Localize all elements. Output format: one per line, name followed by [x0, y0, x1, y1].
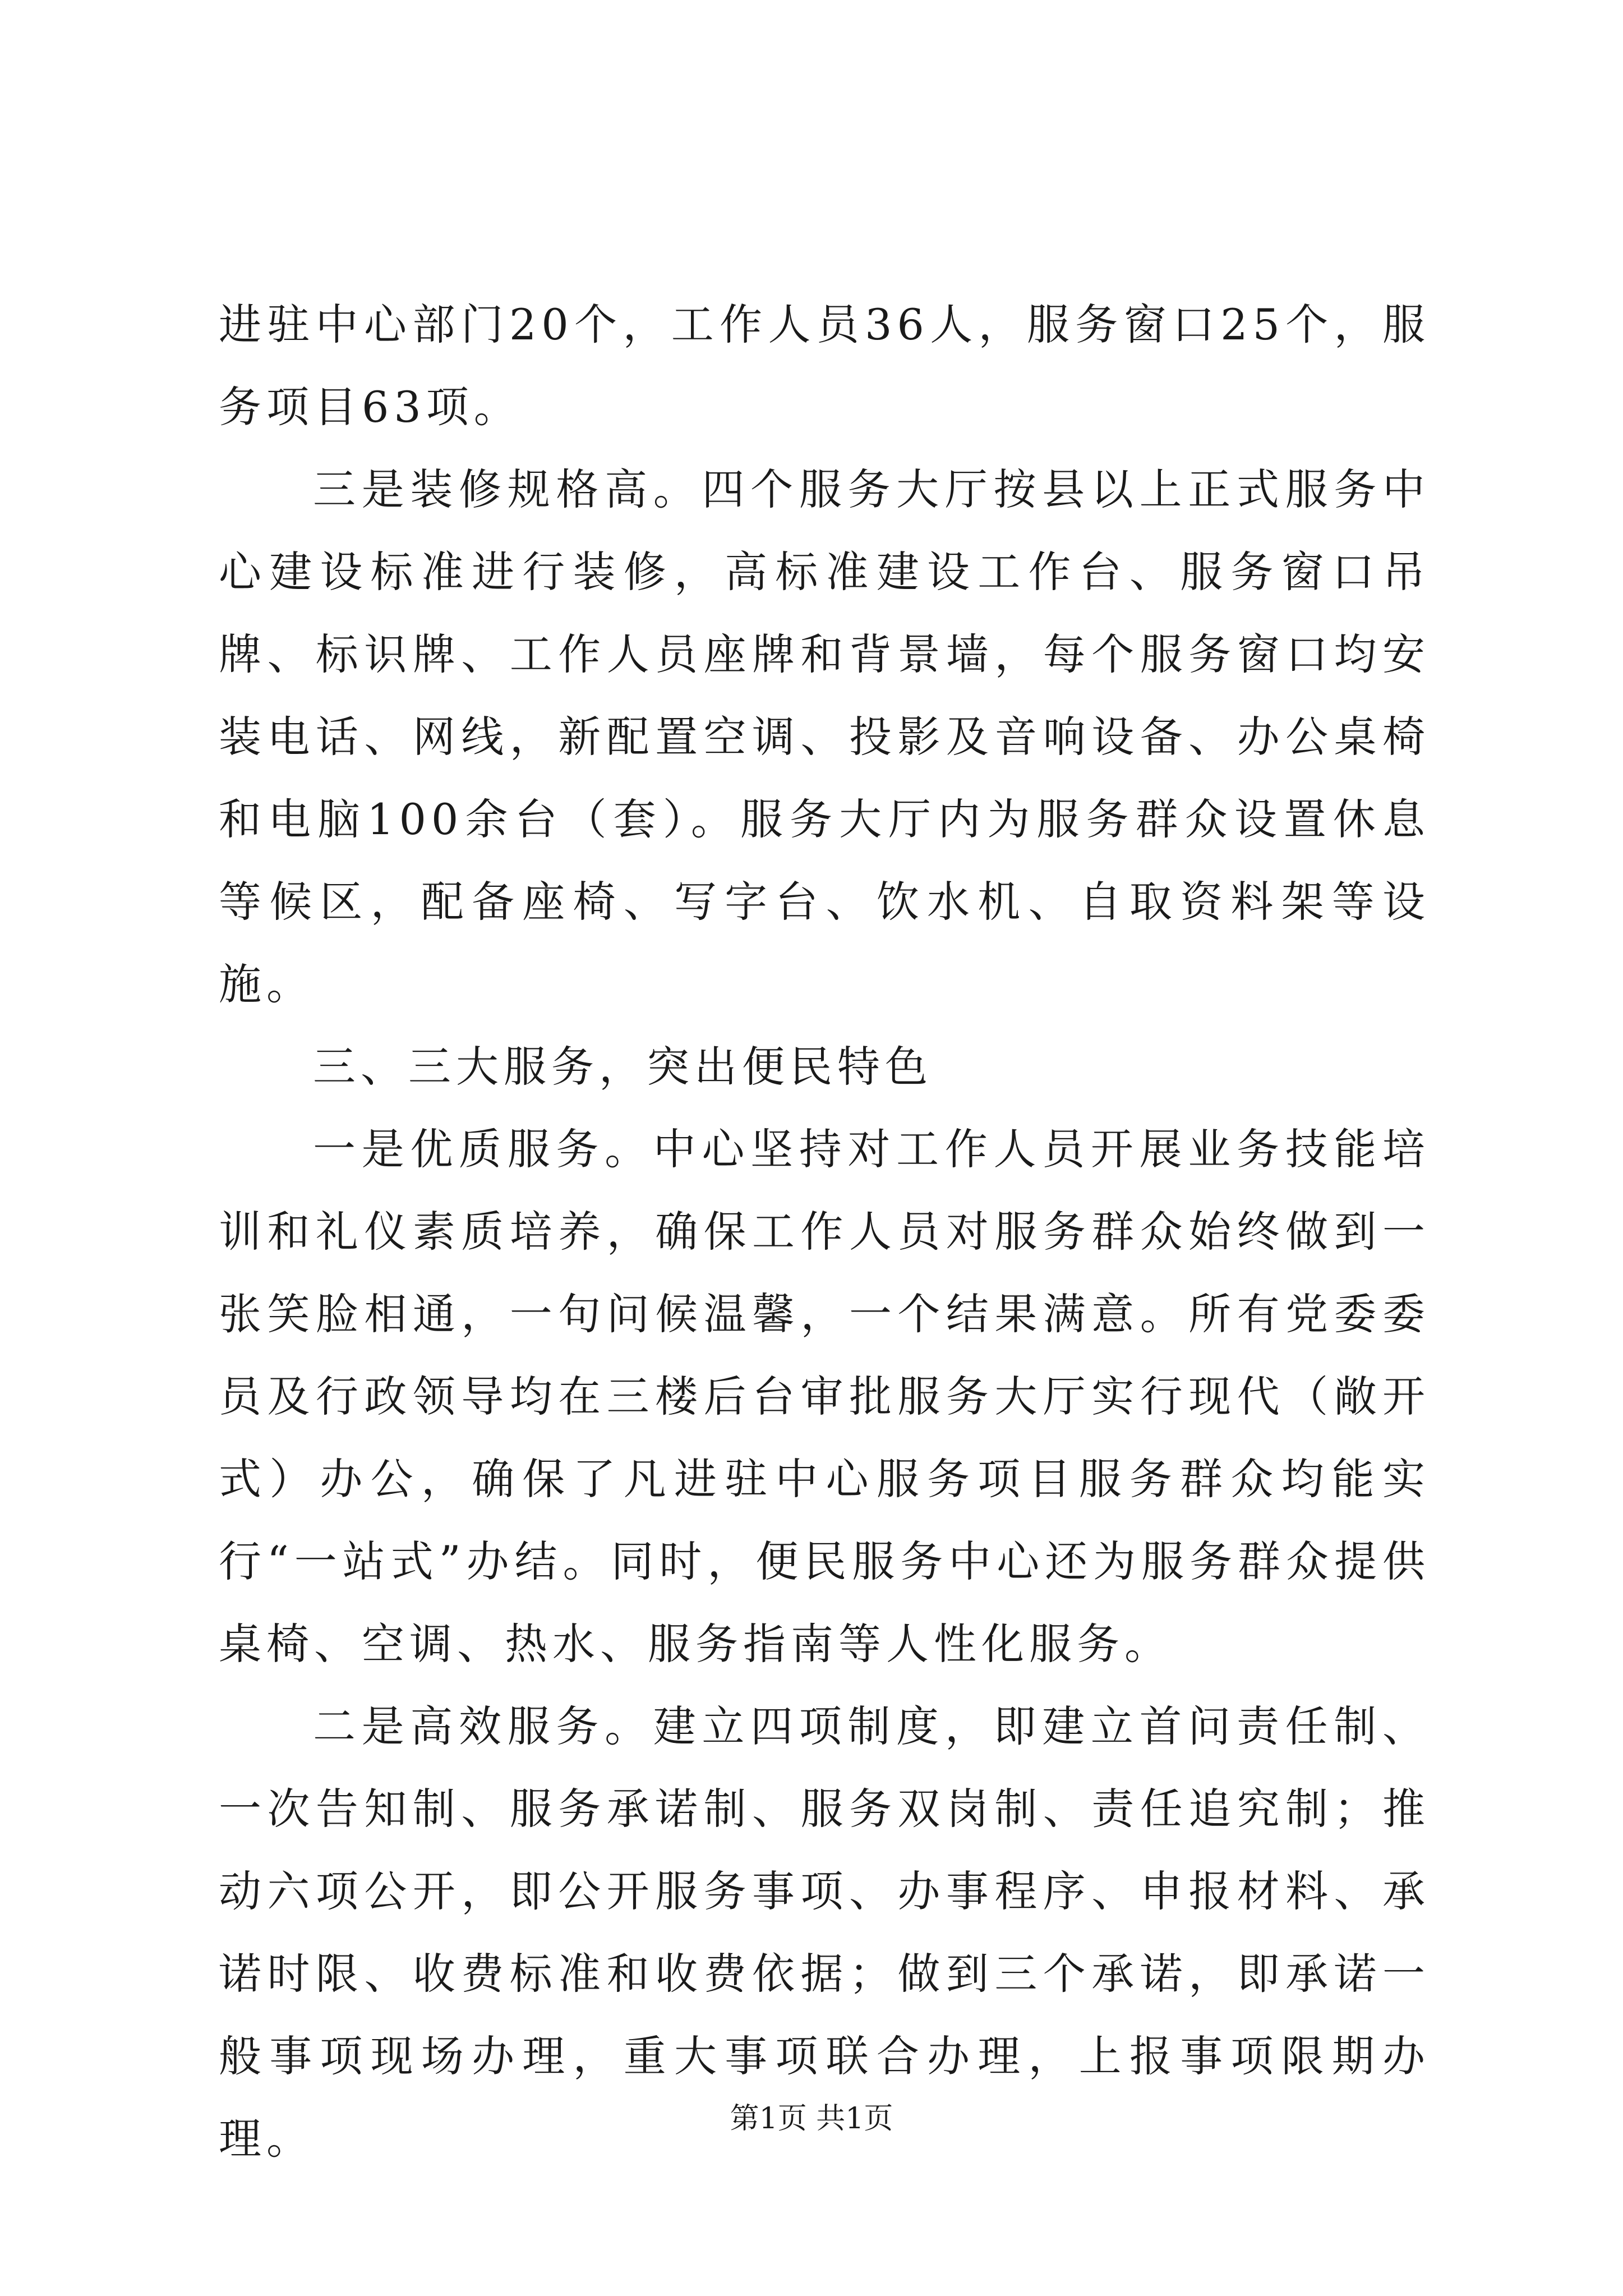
page-footer: 第1页 共1页	[730, 2102, 893, 2136]
paragraph-2: 三是装修规格高。四个服务大厅按县以上正式服务中心建设标准进行装修，高标准建设工作台、服务窗口吊牌、标识牌、工作人员座牌和背景墙，每个服务窗口均安装电话、网线，新配置空调、投影及音响设备、办公桌椅和电脑100余台（套）。服务大厅内为服务群众设置休息等候区，配备座椅、写字台、饮水机、自取资料架等设施。	[219, 464, 1430, 1009]
section-heading: 三、三大服务，突出便民特色	[313, 1042, 933, 1092]
paragraph-3: 一是优质服务。中心坚持对工作人员开展业务技能培训和礼仪素质培养，确保工作人员对服务群众始终做到一张笑脸相通，一句问候温馨，一个结果满意。所有党委委员及行政领导均在三楼后台审批服务大厅实行现代（敞开式）办公，确保了凡进驻中心服务项目服务群众均能实行“一站式”办结。同时，便民服务中心还为服务群众提供桌椅、空调、热水、服务指南等人性化服务。	[219, 1124, 1430, 1669]
paragraph-4: 二是高效服务。建立四项制度，即建立首问责任制、一次告知制、服务承诺制、服务双岗制、责任追究制；推动六项公开，即公开服务事项、办事程序、申报材料、承诺时限、收费标准和收费依据；做到三个承诺，即承诺一般事项现场办理，重大事项联合办理，上报事项限期办理。	[219, 1701, 1430, 2164]
paragraph-1: 进驻中心部门20个，工作人员36人，服务窗口25个，服务项目63项。	[219, 300, 1430, 432]
document-body	[219, 283, 1430, 2180]
